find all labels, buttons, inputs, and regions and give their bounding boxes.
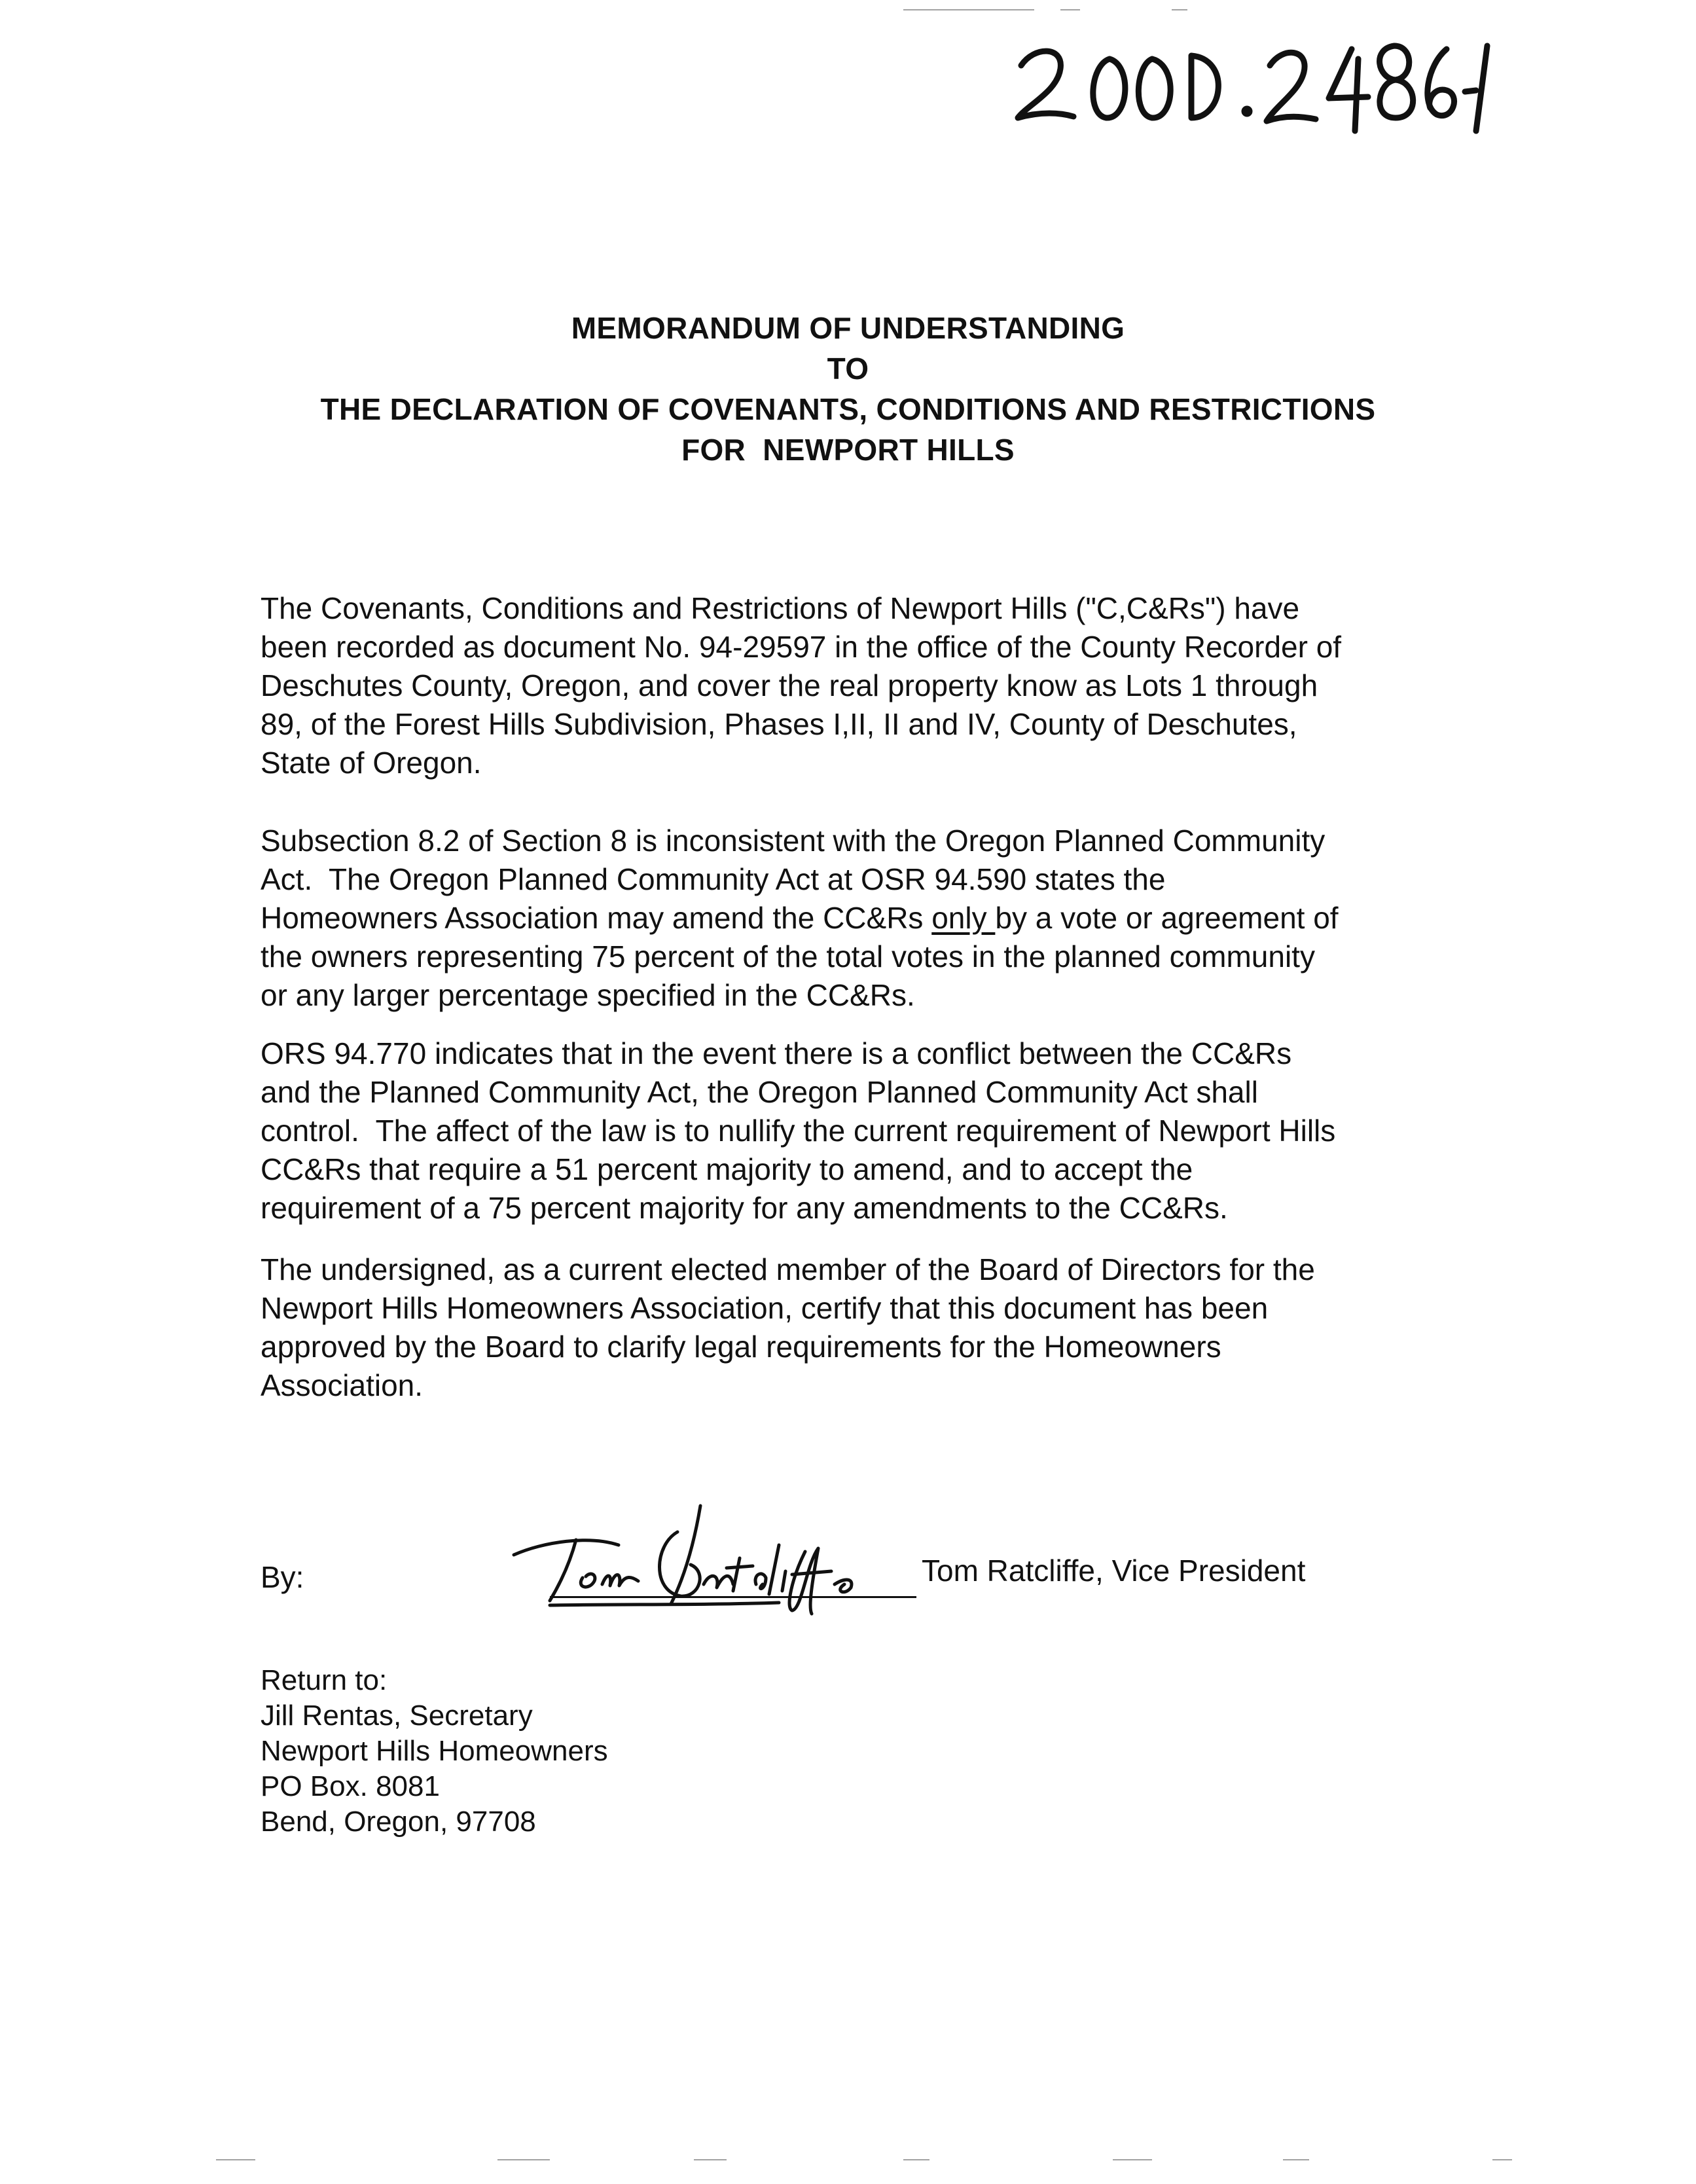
by-label: By: — [261, 1560, 304, 1594]
scan-artifact-bottom — [216, 2159, 255, 2160]
scan-artifact-bottom-4 — [903, 2159, 929, 2160]
scan-artifact-bottom-5 — [1113, 2159, 1152, 2160]
paragraph-line: requirement of a 75 percent majority for any amendments to the CC&Rs. — [261, 1191, 1228, 1225]
paragraph-line: control. The affect of the law is to nullify the current requirement of Newport Hills — [261, 1114, 1336, 1148]
return-address — [261, 1663, 608, 1840]
paragraph-line: State of Oregon. — [261, 746, 482, 780]
paragraph-conflict — [261, 1034, 1452, 1228]
paragraph-line: The Covenants, Conditions and Restrictions of Newport Hills ("C,C&Rs") have — [261, 591, 1300, 625]
title-line-1: MEMORANDUM OF UNDERSTANDING — [571, 311, 1125, 345]
paragraph-line: 89, of the Forest Hills Subdivision, Phases I,II, II and IV, County of Deschutes, — [261, 707, 1297, 741]
scan-artifact-bottom-2 — [497, 2159, 550, 2160]
scan-artifact-top-3 — [1172, 9, 1187, 10]
paragraph-line: or any larger percentage specified in the CC&Rs. — [261, 978, 915, 1012]
scan-artifact-bottom-6 — [1283, 2159, 1309, 2160]
paragraph-inconsistency — [261, 822, 1452, 1015]
paragraph-line — [261, 899, 1452, 937]
return-line: Jill Rentas, Secretary — [261, 1700, 533, 1732]
paragraph-line: approved by the Board to clarify legal requirements for the Homeowners — [261, 1330, 1221, 1364]
return-line: Bend, Oregon, 97708 — [261, 1806, 536, 1838]
return-label: Return to: — [261, 1664, 388, 1696]
title-line-4: FOR NEWPORT HILLS — [681, 433, 1015, 467]
paragraph-line: and the Planned Community Act, the Oregon Planned Community Act shall — [261, 1075, 1258, 1109]
paragraph-recording — [261, 589, 1452, 782]
paragraph-line: Newport Hills Homeowners Association, certify that this document has been — [261, 1291, 1269, 1325]
paragraph-line: The undersigned, as a current elected member of the Board of Directors for the — [261, 1252, 1315, 1286]
paragraph-line: Deschutes County, Oregon, and cover the real property know as Lots 1 through — [261, 668, 1318, 702]
underlined-word-only: only — [931, 901, 996, 935]
title-line-2: TO — [827, 352, 869, 386]
signer-name-title: Tom Ratcliffe, Vice President — [922, 1554, 1306, 1588]
scan-artifact-bottom-7 — [1492, 2159, 1512, 2160]
document-title — [196, 308, 1500, 470]
paragraph-line: the owners representing 75 percent of the total votes in the planned community — [261, 939, 1315, 974]
paragraph-line: Subsection 8.2 of Section 8 is inconsistent with the Oregon Planned Community — [261, 824, 1326, 858]
paragraph-line-part: by a vote or agreement of — [995, 901, 1339, 935]
paragraph-line: ORS 94.770 indicates that in the event there is a conflict between the CC&Rs — [261, 1036, 1292, 1070]
signature-line — [550, 1596, 916, 1598]
paragraph-line-part: Homeowners Association may amend the CC&Rs — [261, 901, 932, 935]
return-line: PO Box. 8081 — [261, 1770, 440, 1802]
paragraph-line: been recorded as document No. 94-29597 in the office of the County Recorder of — [261, 630, 1342, 664]
scan-artifact-top — [903, 9, 1034, 10]
handwritten-signature — [504, 1493, 923, 1624]
handwritten-document-number — [995, 20, 1492, 144]
title-line-3: THE DECLARATION OF COVENANTS, CONDITIONS AND RESTRICTIONS — [320, 392, 1376, 426]
paragraph-line: Association. — [261, 1368, 424, 1402]
return-line: Newport Hills Homeowners — [261, 1735, 608, 1767]
scan-artifact-top-2 — [1060, 9, 1080, 10]
paragraph-certification — [261, 1250, 1452, 1405]
paragraph-line: CC&Rs that require a 51 percent majority to amend, and to accept the — [261, 1152, 1193, 1186]
scan-artifact-bottom-3 — [694, 2159, 727, 2160]
paragraph-line: Act. The Oregon Planned Community Act at OSR 94.590 states the — [261, 862, 1166, 896]
